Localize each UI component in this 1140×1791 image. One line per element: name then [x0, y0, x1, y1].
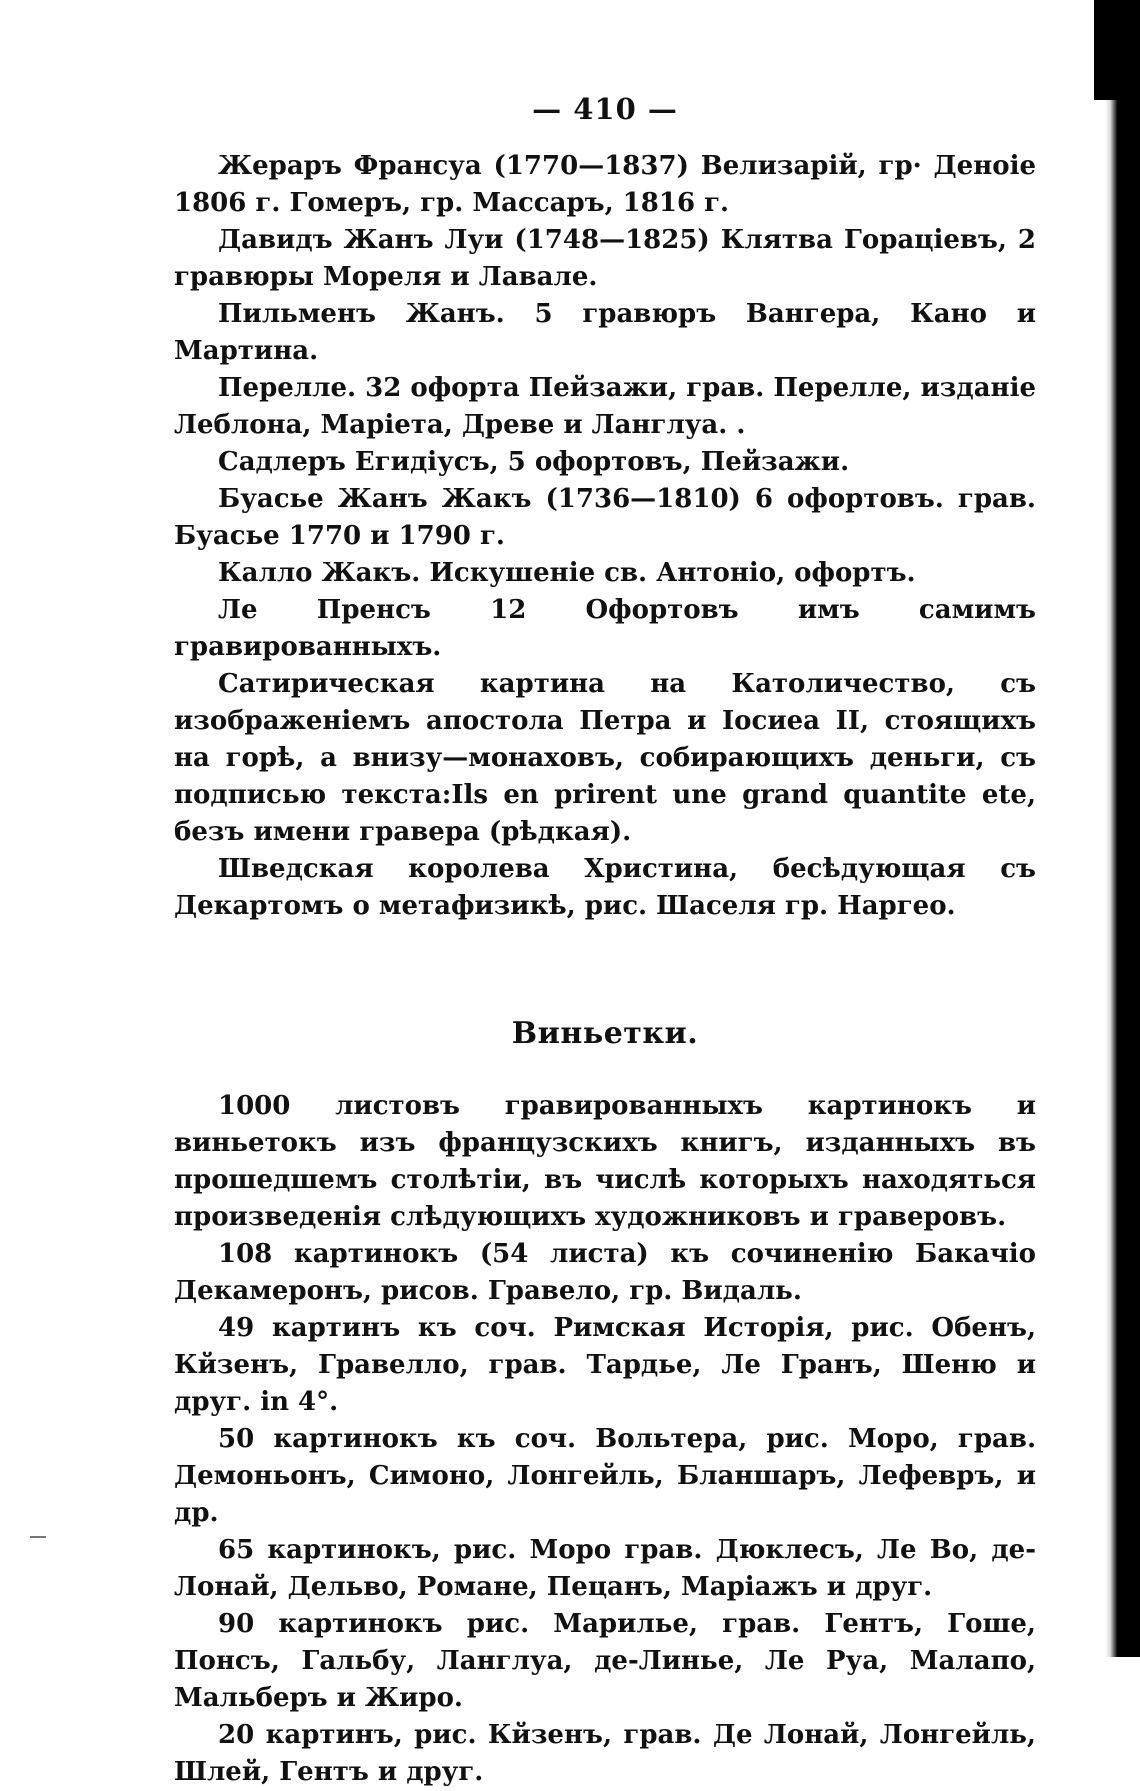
entry-text: Жанъ Луи (1748—1825) — [343, 225, 721, 255]
entry-text: изъ французскихъ книгъ, изданныхъ въ прошедшемъ столѣтiи, въ числѣ которыхъ находяться произведенiя слѣдующихъ художниковъ и граверовъ. — [174, 1128, 1036, 1232]
entry-emphasis: Кйзенъ — [487, 1720, 603, 1750]
entry-text: , грав. Демоньонъ, Симоно, Лонгейль, Бланшаръ, Лефевръ, и др. — [174, 1424, 1036, 1528]
page-number: — 410 — — [532, 92, 678, 126]
entry-text: 20 картинъ, рис. — [218, 1720, 488, 1750]
scan-edge-corner — [1094, 0, 1140, 100]
catalog-entry — [174, 592, 1036, 666]
entry-emphasis: Марилье — [553, 1609, 689, 1639]
section-heading: Виньетки. — [511, 1016, 699, 1051]
catalog-entry — [174, 1236, 1036, 1310]
entry-emphasis: Пильменъ — [218, 299, 406, 329]
entry-text: 108 картинокъ (54 листа) къ сочиненiю Бакачiо Декамеронъ, рисов. — [174, 1239, 1036, 1306]
entry-emphasis: Ле Пренсъ — [218, 595, 491, 625]
entry-emphasis: Гравело — [487, 1276, 612, 1306]
page-body — [174, 148, 1036, 1791]
catalog-entry — [174, 222, 1036, 296]
entry-text: Жанъ Жакъ (1736—1810) 6 офортовъ. грав. Буасье 1770 и 1790 г. — [174, 484, 1036, 551]
entry-text: Шведская королева Христина, бесѣдующая съ Декартомъ о метафизикѣ, рис. Шаселя гр. Наргео. — [174, 854, 1036, 921]
entry-emphasis: Кйзенъ — [174, 1350, 290, 1380]
entry-text: 90 картинокъ рис. — [218, 1609, 554, 1639]
entry-text: , — [289, 1350, 318, 1380]
entry-emphasis: Клятва — [720, 225, 833, 255]
entry-text: св. Антонiо, офортъ. — [595, 558, 916, 588]
entry-text: Егидiусъ, 5 офортовъ, — [354, 447, 701, 477]
catalog-entry — [174, 555, 1036, 592]
catalog-section-2 — [174, 1088, 1036, 1791]
catalog-entry — [174, 148, 1036, 222]
catalog-entry — [174, 1421, 1036, 1532]
entry-emphasis: Пейзажи — [700, 447, 841, 477]
catalog-section-1 — [174, 148, 1036, 925]
entry-text: 65 картинокъ, рис. — [218, 1535, 530, 1565]
entry-text: . 32 офорта — [347, 373, 529, 403]
entry-text: на Католичество, съ изображенiемъ апостола Петра и Iосиеа II, стоящихъ на горѣ, а внизу—монаховъ, собирающихъ деньги, съ подписью текста:Ils en prirent une grand quantite ete, безъ имени гравера (рѣдкая). — [174, 669, 1037, 847]
entry-emphasis: Перелле — [218, 373, 348, 403]
entry-emphasis: Жераръ — [218, 151, 354, 181]
catalog-entry — [174, 1532, 1036, 1606]
entry-text: , — [1026, 1313, 1036, 1343]
entry-text: Жакъ. — [321, 558, 430, 588]
entry-text: Жанъ. 5 гравюръ Вангера, Кано и Мартина. — [174, 299, 1037, 366]
entry-text: , грав. Перелле, изданiе Леблона, Марiета, Древе и Ланглуа. . — [174, 373, 1036, 440]
entry-text: , грав. Де Лонай, Лонгейль, Шлей, Гентъ и друг. — [174, 1720, 1036, 1787]
catalog-entry — [174, 1717, 1036, 1791]
entry-emphasis: Пейзажи — [528, 373, 669, 403]
entry-text: грав. Дюклесъ, Ле Во, де-Лонай, Дельво, Романе, Пецанъ, Марiажъ и друг. — [174, 1535, 1037, 1602]
entry-text: 12 Офортовъ имъ самимъ гравированныхъ. — [174, 595, 1036, 662]
entry-text: , грав. Гентъ, Гоше, Понсъ, Гальбу, Ланглуа, де-Линье, Ле Руа, Малапо, Мальберъ и Жиро. — [174, 1609, 1036, 1713]
entry-text: , грав. Тардье, Ле Гранъ, Шеню и друг. in 4°. — [174, 1350, 1037, 1417]
entry-text: , гр. Видаль. — [611, 1276, 802, 1306]
entry-emphasis: Моро — [848, 1424, 930, 1454]
scan-edge-shadow — [1090, 0, 1140, 1657]
catalog-entry — [174, 444, 1036, 481]
catalog-entry — [174, 666, 1036, 851]
entry-text: 50 картинокъ къ соч. Вольтера, рис. — [218, 1424, 849, 1454]
catalog-entry — [174, 1606, 1036, 1717]
catalog-entry — [174, 296, 1036, 370]
entry-emphasis: Искушенiе — [429, 558, 596, 588]
entry-emphasis: Велизарій — [700, 151, 858, 181]
entry-emphasis: Гравелло — [318, 1350, 460, 1380]
entry-emphasis: Обенъ — [931, 1313, 1027, 1343]
entry-emphasis: Садлеръ — [218, 447, 355, 477]
entry-text: . — [840, 447, 850, 477]
entry-text: Горацiевъ, 2 гравюры Мореля и Лавале. — [174, 225, 1037, 292]
entry-text: 49 картинъ къ соч. Римская Исторiя, рис. — [218, 1313, 932, 1343]
catalog-entry — [174, 1310, 1036, 1421]
margin-mark — [30, 1536, 46, 1538]
entry-emphasis: Буасье — [218, 484, 338, 514]
entry-emphasis: Давидъ — [218, 225, 344, 255]
entry-emphasis: Сатирическая картина — [218, 669, 651, 699]
entry-emphasis: Моро — [529, 1535, 612, 1565]
entry-text: , гр· Деноiе 1806 г. Гомеръ, гр. Массаръ, 1816 г. — [174, 151, 1036, 218]
catalog-entry — [174, 851, 1036, 925]
entry-emphasis: Калло — [218, 558, 322, 588]
catalog-entry — [174, 370, 1036, 444]
catalog-entry — [174, 1088, 1036, 1236]
entry-text: Франсуа (1770—1837) — [353, 151, 701, 181]
catalog-entry — [174, 481, 1036, 555]
entry-emphasis: 1000 листовъ гравированныхъ картинокъ и виньетокъ — [174, 1091, 1036, 1158]
